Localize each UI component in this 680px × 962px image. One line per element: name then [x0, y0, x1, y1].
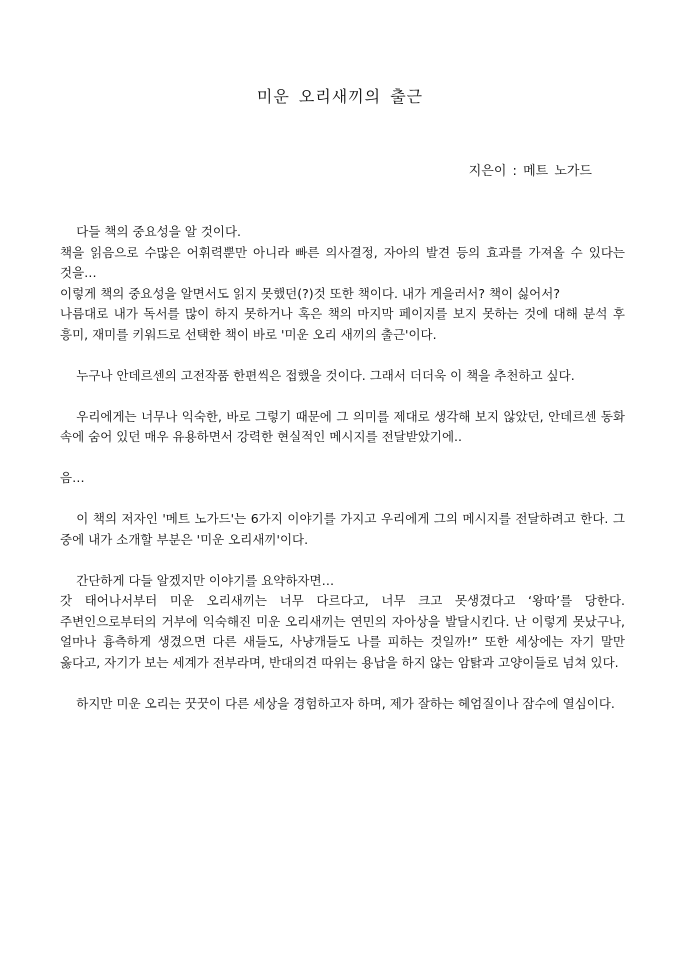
body-paragraph: 다들 책의 중요성을 알 것이다.: [76, 224, 242, 239]
document-title: 미운 오리새끼의 출근: [256, 87, 424, 106]
body-paragraph: 하지만 미운 오리는 꿋꿋이 다른 세상을 경험하고자 하며, 제가 잘하는 헤엄질이나 잠수에 열심이다.: [76, 695, 615, 711]
body-paragraph: 누구나 안데르센의 고전작품 한편씩은 접했을 것이다. 그래서 더더욱 이 책을 추천하고 싶다.: [76, 367, 575, 383]
body-paragraph: 책을 읽음으로 수많은 어휘력뿐만 아니라 빠른 의사결정, 자아의 발견 등의 효과를 가져올 수 있다는 것을…: [60, 244, 625, 280]
body-paragraph: 나름대로 내가 독서를 많이 하지 못하거나 혹은 책의 마지막 페이지를 보지 못하는 것에 대해 분석 후 흥미, 재미를 키워드로 선택한 책이 바로 '미운 오리 새끼의 출근'이다.: [60, 306, 625, 342]
document-body: [60, 222, 625, 735]
body-paragraph: 이 책의 저자인 '메트 노가드'는 6가지 이야기를 가지고 우리에게 그의 메시지를 전달하려고 한다. 그 중에 내가 소개할 부분은 '미운 오리새끼'이다.: [60, 511, 625, 547]
body-paragraph: 간단하게 다들 알겠지만 이야기를 요약하자면…: [76, 572, 335, 588]
body-paragraph: 음…: [60, 470, 85, 485]
author-line: 지은이 : 메트 노가드: [468, 164, 592, 179]
body-paragraph: 이렇게 책의 중요성을 알면서도 읽지 못했던(?)것 또한 책이다. 내가 게을러서? 책이 싫어서?: [60, 285, 560, 301]
body-paragraph: 우리에게는 너무나 익숙한, 바로 그렇기 때문에 그 의미를 제대로 생각해 보지 않았던, 안데르센 동화 속에 숨어 있던 매우 유용하면서 강력한 현실적인 메시지를 전달받았기에..: [60, 408, 625, 444]
body-paragraph: 갓 태어나서부터 미운 오리새끼는 너무 다르다고, 너무 크고 못생겼다고 ‘왕따’를 당한다. 주변인으로부터의 거부에 익숙해진 미운 오리새끼는 연민의 자아상을 발달시킨다. 난 이렇게 못났구나, 얼마나 흉측하게 생겼으면 다른 새들도, 사냥개들도 나를 피하는 것일까!” 또한 세상에는 자기 말만 옳다고, 자기가 보는 세계가 전부라며, 반대의견 따위는 용납을 하지 않는 암탉과 고양이들로 넘쳐 있다.: [60, 593, 625, 670]
